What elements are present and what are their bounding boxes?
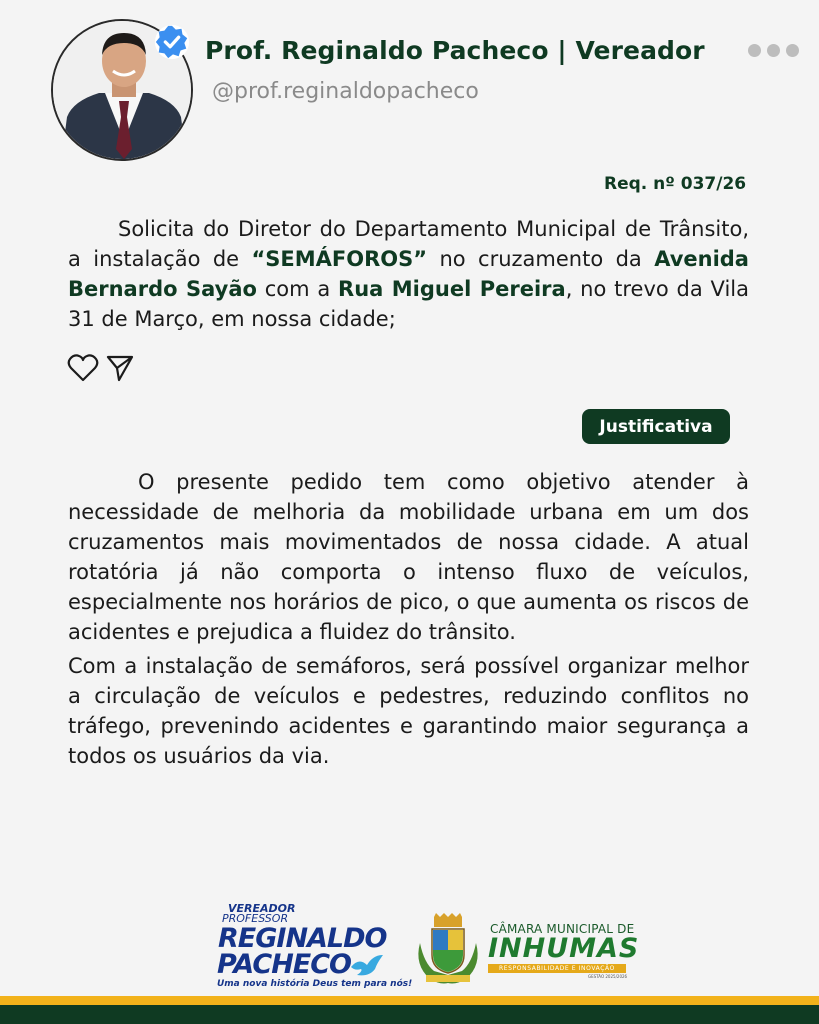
heart-icon[interactable] [67, 353, 99, 383]
request-paragraph: Solicita do Diretor do Departamento Municipal de Trânsito, a instalação de “SEMÁFOROS” no cruzamento da Avenida Bernardo Sayão com a Rua Miguel Pereira, no trevo da Vila 31 de Março, em nossa cidade; [68, 217, 749, 331]
post-actions [67, 353, 135, 383]
logo-line-pacheco: PACHECO [217, 949, 351, 980]
inhumas-crest-icon [412, 913, 484, 988]
logo-line-reginaldo: REGINALDO [218, 923, 387, 954]
camara-line-1: CÂMARA MUNICIPAL DE [490, 922, 635, 936]
logo-line-vereador: VEREADOR [228, 902, 296, 915]
dove-icon [349, 953, 385, 979]
camara-line-inhumas: INHUMAS [488, 933, 640, 964]
logo-slogan: Uma nova história Deus tem para nós! [217, 979, 413, 989]
camara-gestao: GESTÃO 2025/2026 [588, 974, 628, 979]
vereador-logo [215, 902, 413, 993]
send-icon[interactable] [105, 353, 135, 383]
request-number: Req. nº 037/26 [604, 174, 747, 194]
justification-paragraph-1: O presente pedido tem como objetivo atender à necessidade de melhoria da mobilidade urbana em um dos cruzamentos mais movimentados de nossa cidade. A atual rotatória já não comporta o intenso fluxo de veículos, especialmente nos horários de pico, o que aumenta os riscos de acidentes e prejudica a fluidez do trânsito. [68, 470, 749, 644]
footer-stripe-yellow [0, 996, 819, 1005]
profile-handle[interactable]: @prof.reginaldopacheco [212, 79, 479, 104]
camara-slogan: RESPONSABILIDADE E INOVAÇÃO [488, 964, 626, 973]
more-dots-icon[interactable] [748, 44, 799, 57]
justificativa-badge: Justificativa [582, 409, 730, 444]
justification-paragraph-2: Com a instalação de semáforos, será possível organizar melhor a circulação de veículos e pedestres, reduzindo conflitos no tráfego, prevenindo acidentes e garantindo maior segurança a todos os usuários da via. [68, 654, 749, 768]
camara-logo [488, 922, 640, 982]
logo-line-professor: PROFESSOR [222, 912, 289, 925]
verified-badge-icon [153, 23, 191, 61]
profile-name[interactable]: Prof. Reginaldo Pacheco | Vereador [205, 36, 705, 65]
footer-stripe-green [0, 1005, 819, 1024]
